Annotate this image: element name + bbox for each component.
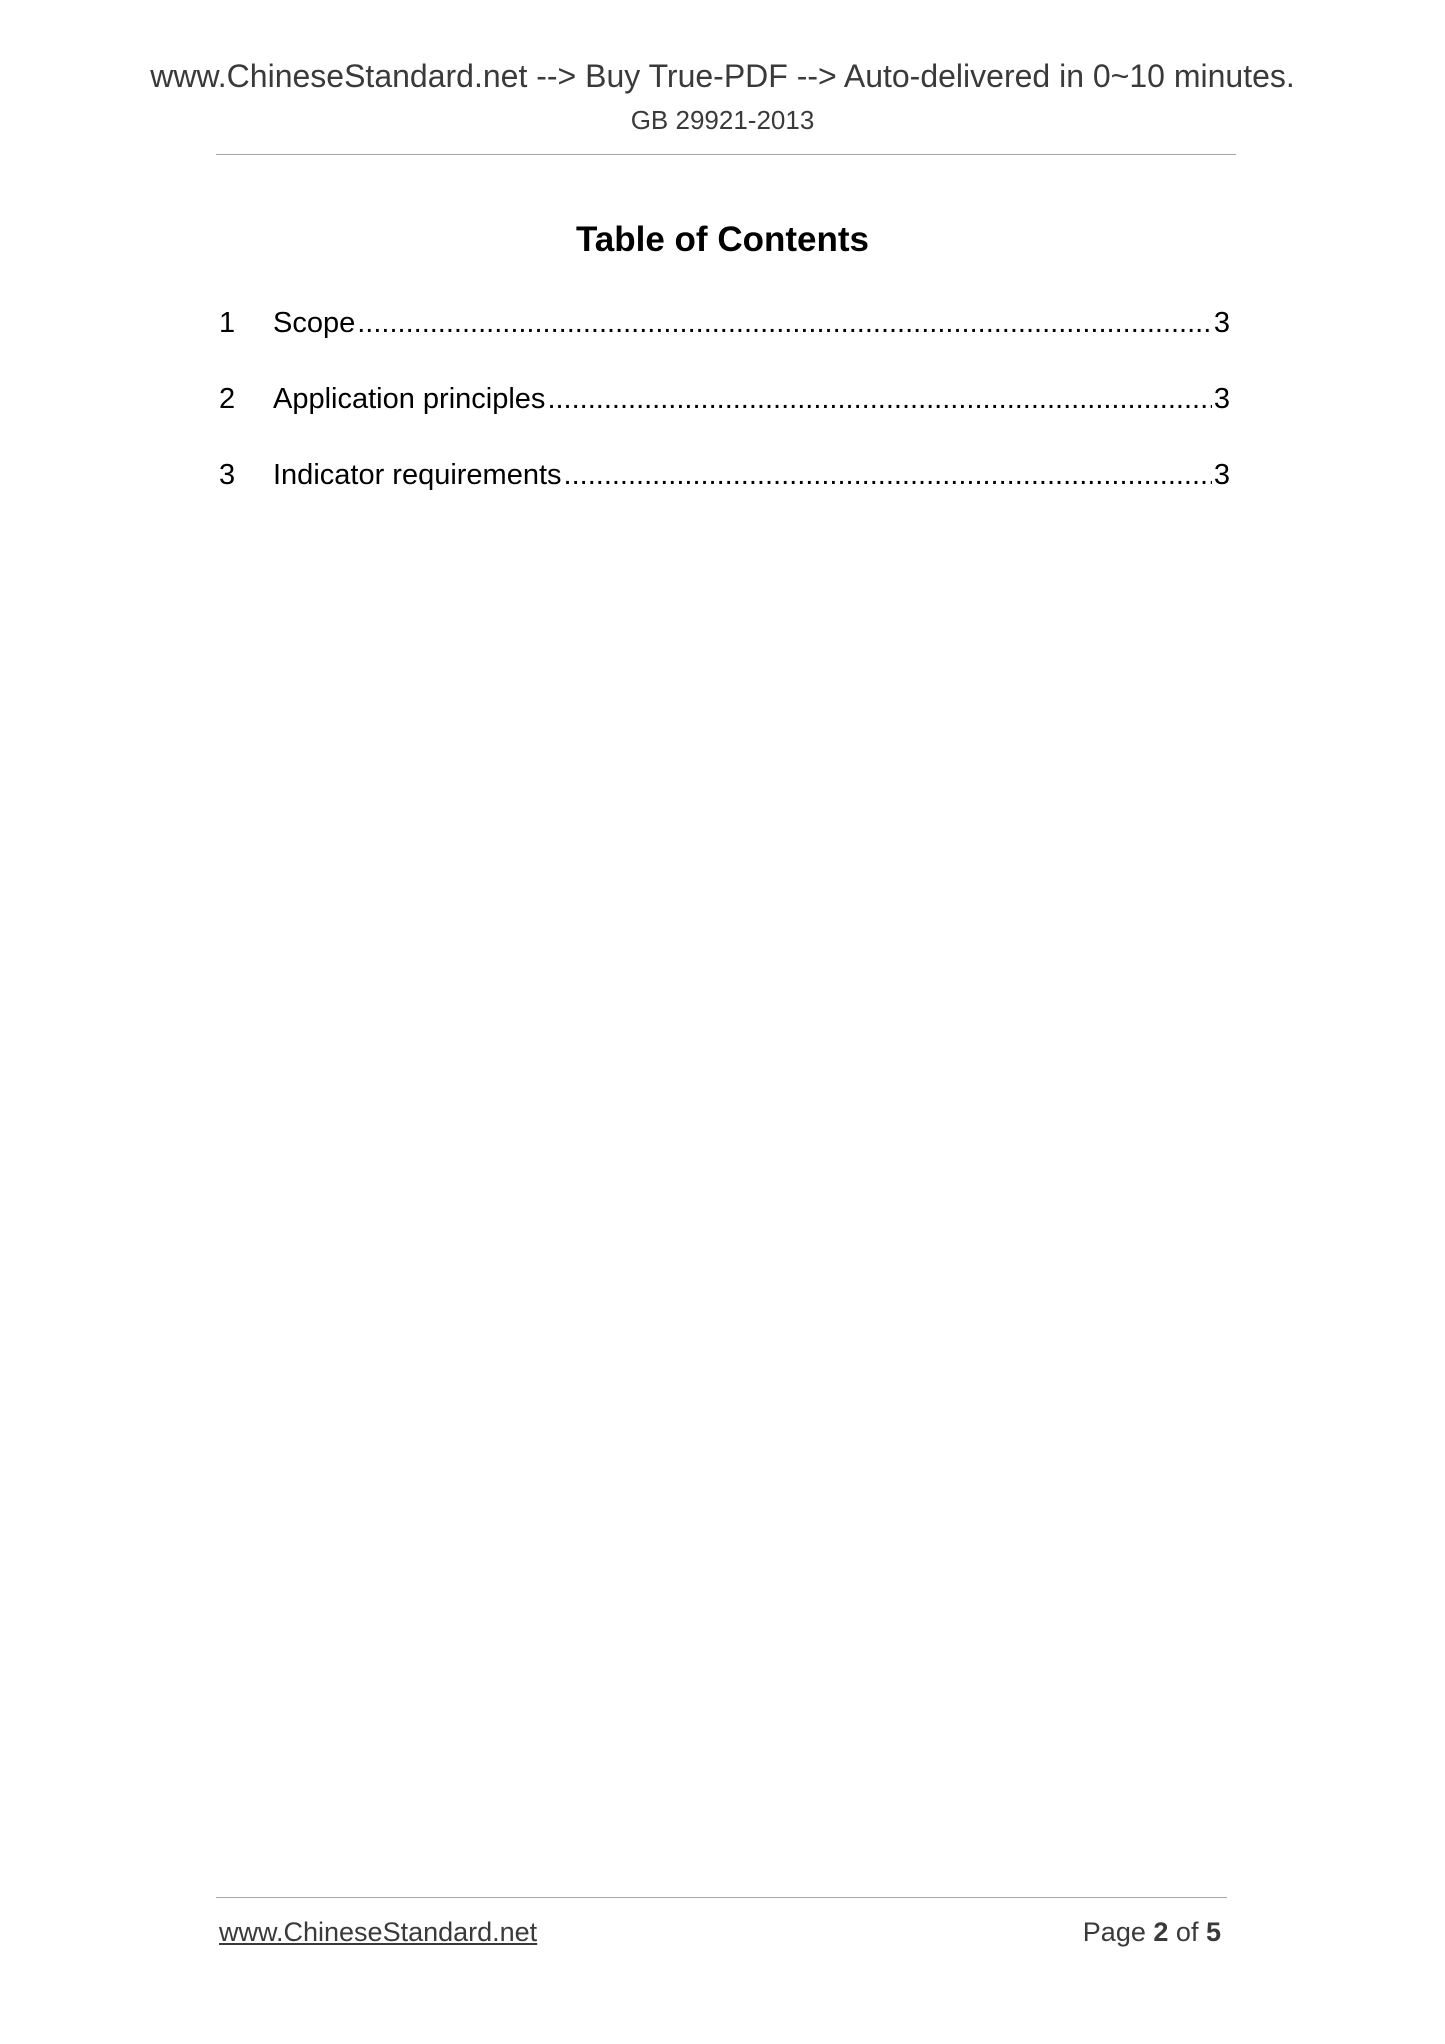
of-word: of	[1175, 1917, 1199, 1947]
toc-entry-number: 1	[219, 307, 236, 339]
toc-entry-page: 3	[1213, 383, 1230, 415]
toc-entry-label: Application principles	[273, 383, 546, 415]
toc-entry-application-principles[interactable]	[219, 377, 1230, 453]
toc-entry-number: 3	[219, 459, 236, 491]
toc-leader-dots	[357, 301, 1212, 345]
footer-website-link[interactable]: www.ChineseStandard.net	[219, 1917, 538, 1947]
toc-leader-dots	[564, 453, 1212, 497]
current-page: 2	[1153, 1917, 1169, 1947]
header-banner: www.ChineseStandard.net --> Buy True-PDF --> Auto-delivered in 0~10 minutes.	[150, 58, 1295, 94]
toc-entry-indicator-requirements[interactable]	[219, 453, 1230, 529]
footer-divider	[216, 1897, 1227, 1898]
standard-code: GB 29921-2013	[630, 105, 815, 135]
toc-title: Table of Contents	[576, 220, 869, 259]
toc-list	[219, 301, 1230, 529]
toc-entry-scope[interactable]	[219, 301, 1230, 377]
toc-entry-label: Scope	[273, 307, 356, 339]
toc-leader-dots	[547, 377, 1211, 421]
page-word: Page	[1082, 1917, 1146, 1947]
toc-entry-label: Indicator requirements	[273, 459, 562, 491]
total-pages: 5	[1205, 1917, 1221, 1947]
toc-entry-page: 3	[1213, 459, 1230, 491]
toc-entry-page: 3	[1213, 307, 1230, 339]
footer-page-number	[1083, 1914, 1221, 1950]
header-divider	[216, 154, 1236, 155]
toc-entry-number: 2	[219, 383, 236, 415]
